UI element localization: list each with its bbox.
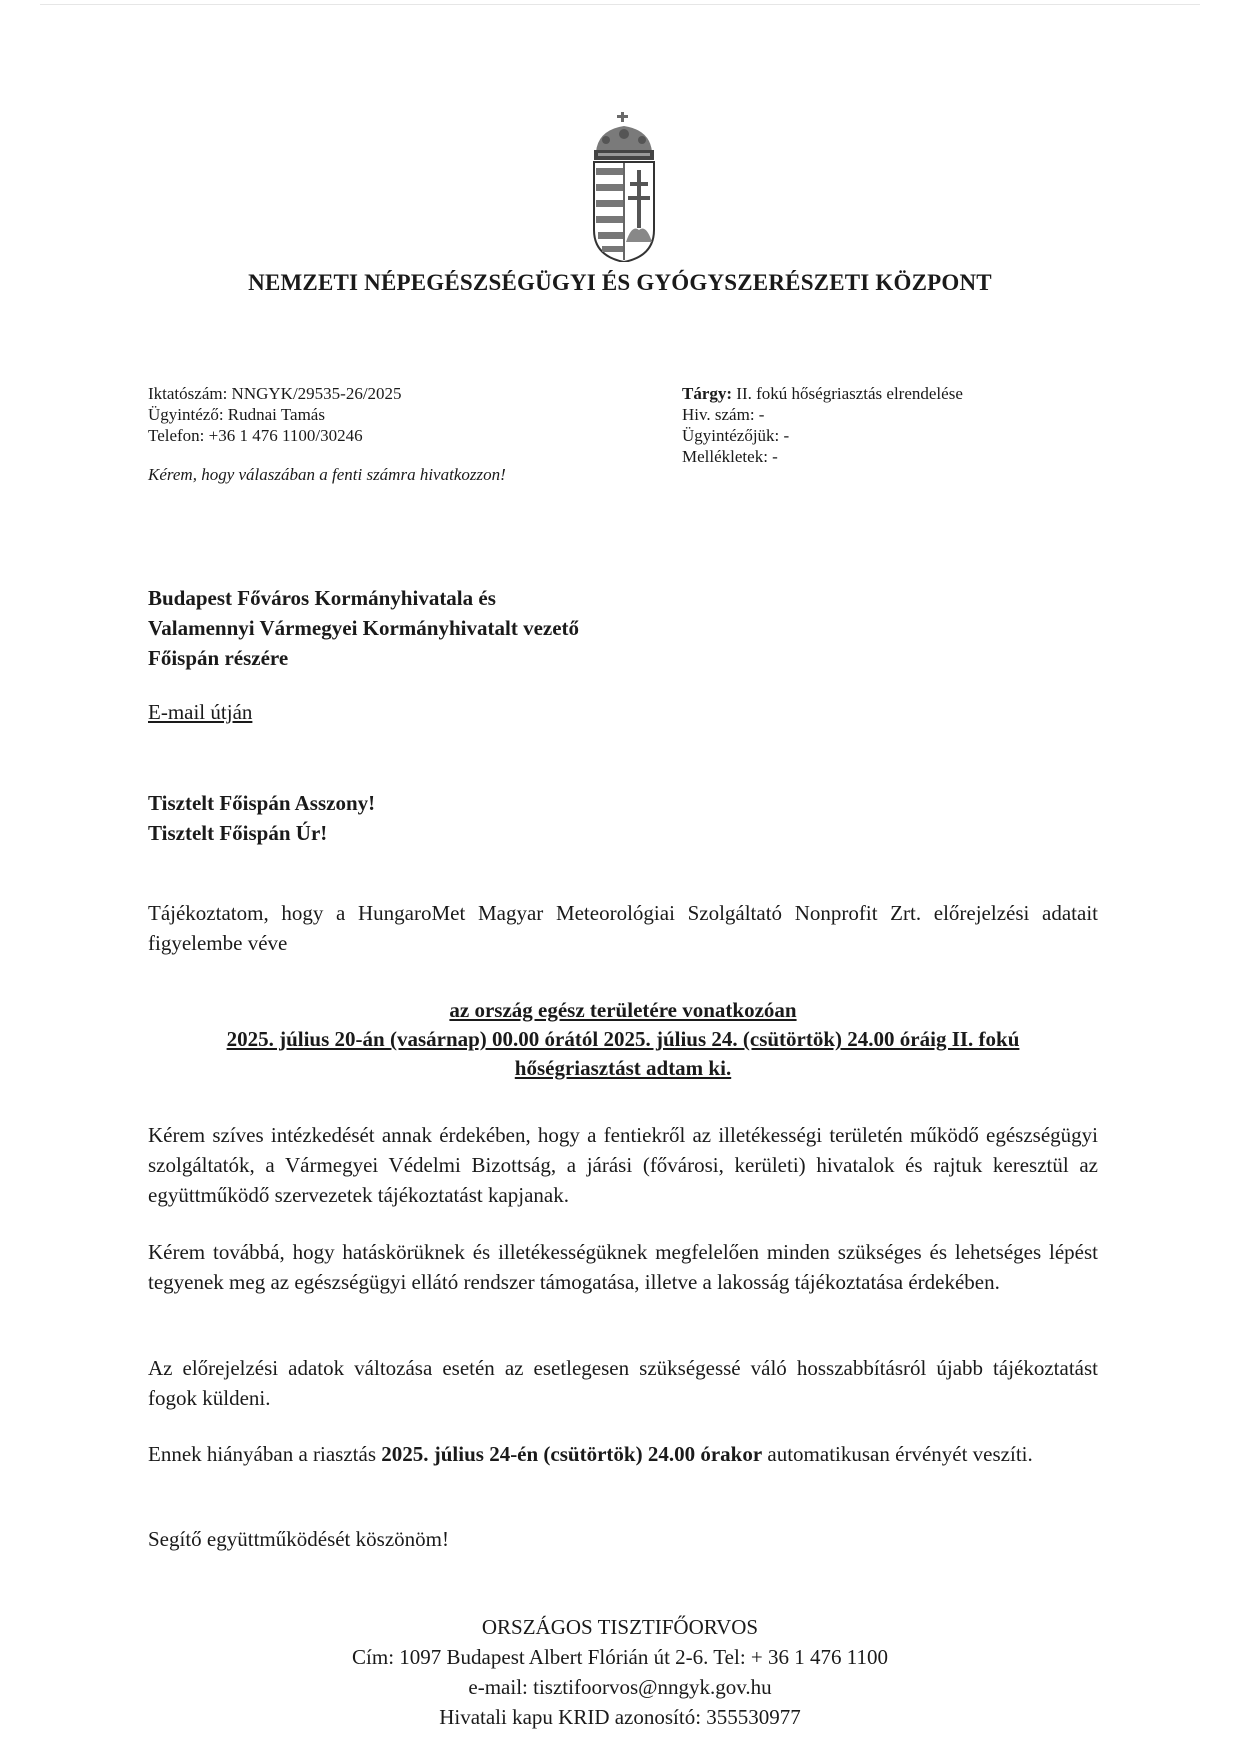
signatory-email: e-mail: tisztifoorvos@nngyk.gov.hu <box>468 1675 772 1699</box>
scan-edge-line <box>40 4 1200 5</box>
signatory-title: ORSZÁGOS TISZTIFŐORVOS <box>481 1615 759 1639</box>
intro-paragraph: Tájékoztatom, hogy a HungaroMet Magyar Meteorológiai Szolgáltató Nonprofit Zrt. előrejelzési adatait figyelembe véve <box>148 901 1098 955</box>
expiry-paragraph <box>148 1439 1098 1469</box>
expiry-text-pre: Ennek hiányában a riasztás <box>148 1442 382 1466</box>
subject-label: Tárgy: <box>682 384 733 403</box>
salutation-block <box>148 788 375 848</box>
attachments: Mellékletek: - <box>682 447 778 466</box>
alert-period: 2025. július 20-án (vasárnap) 00.00 órától 2025. július 24. (csütörtök) 24.00 óráig II. fokú <box>226 1027 1020 1051</box>
reference-block <box>148 383 506 485</box>
subject-value: II. fokú hőségriasztás elrendelése <box>732 384 963 403</box>
body-paragraph: Kérem szíves intézkedését annak érdekében, hogy a fentiekről az illetékességi területén működő egészségügyi szolgáltatók, a Vármegyei Védelmi Bizottság, a járási (fővárosi, kerületi) hivatalok és rajtuk keresztül az együttműködő szervezetek tájékoztatást kapjanak. <box>148 1123 1098 1207</box>
hungarian-coat-of-arms-icon <box>586 112 662 262</box>
alert-announcement <box>148 996 1098 1083</box>
alert-scope: az ország egész területére vonatkozóan <box>449 998 797 1022</box>
expiry-date: 2025. július 24-én (csütörtök) 24.00 órakor <box>381 1442 763 1466</box>
recipient-line: Főispán részére <box>148 646 289 670</box>
alert-statement: hőségriasztást adtam ki. <box>514 1056 732 1080</box>
body-paragraph: Kérem továbbá, hogy hatáskörüknek és illetékességüknek megfelelően minden szükséges és lehetséges lépést tegyenek meg az egészségügyi ellátó rendszer támogatása, illetve a lakosság tájékoztatása érdekében. <box>148 1240 1098 1294</box>
subject-block <box>682 383 963 467</box>
signature-block <box>0 1612 1240 1732</box>
phone-number: Telefon: +36 1 476 1100/30246 <box>148 426 363 445</box>
salutation-line: Tisztelt Főispán Úr! <box>148 821 328 845</box>
reference-note: Kérem, hogy válaszában a fenti számra hivatkozzon! <box>148 465 506 484</box>
body-paragraph: Az előrejelzési adatok változása esetén az esetlegesen szükségessé váló hosszabbításról újabb tájékoztatást fogok küldeni. <box>148 1356 1098 1410</box>
delivery-method: E-mail útján <box>148 700 253 724</box>
recipient-line: Budapest Főváros Kormányhivatala és <box>148 586 496 610</box>
reference-number: Iktatószám: NNGYK/29535-26/2025 <box>148 384 402 403</box>
expiry-text-post: automatikusan érvényét veszíti. <box>762 1442 1033 1466</box>
signatory-krid: Hivatali kapu KRID azonosító: 355530977 <box>439 1705 801 1729</box>
recipient-block <box>148 583 579 673</box>
subject-line <box>682 383 963 404</box>
recipient-line: Valamennyi Vármegyei Kormányhivatalt vezető <box>148 616 580 640</box>
organization-name: NEMZETI NÉPEGÉSZSÉGÜGYI ÉS GYÓGYSZERÉSZETI KÖZPONT <box>248 270 992 295</box>
closing-line: Segítő együttműködését köszönöm! <box>148 1527 449 1551</box>
their-reference: Hiv. szám: - <box>682 405 765 424</box>
salutation-line: Tisztelt Főispán Asszony! <box>148 791 376 815</box>
case-officer: Ügyintéző: Rudnai Tamás <box>148 405 325 424</box>
signatory-address: Cím: 1097 Budapest Albert Flórián út 2-6. Tel: + 36 1 476 1100 <box>352 1645 888 1669</box>
their-officer: Ügyintézőjük: - <box>682 426 790 445</box>
